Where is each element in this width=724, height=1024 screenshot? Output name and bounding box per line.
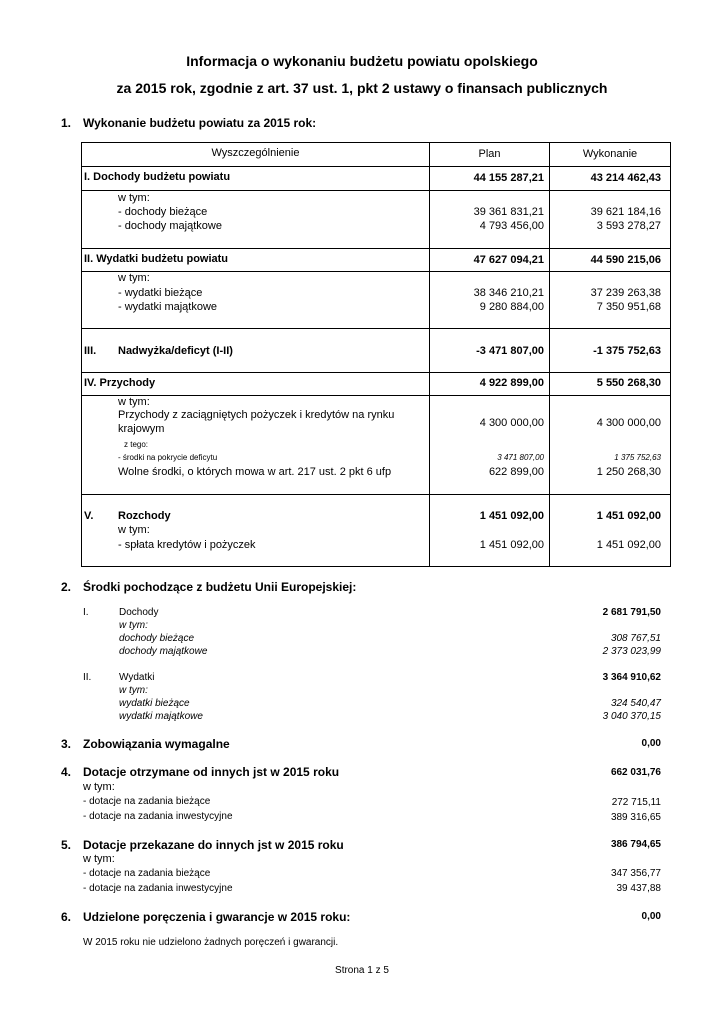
eu-income-current-value: 308 767,51 [610,633,661,644]
table-border-left [81,142,82,566]
eu-income-property-value: 2 373 023,99 [602,646,661,657]
row-revenues-free-funds-execution: 1 250 268,30 [596,466,661,478]
row-expenses-current-execution: 37 239 263,38 [590,287,661,299]
row-income-property-label: - dochody majątkowe [118,220,222,232]
row-expenses-plan: 47 627 094,21 [473,254,544,266]
eu-expenses-wtym: w tym: [119,685,148,696]
row-outflows-plan: 1 451 092,00 [479,510,544,522]
row-expenses-property-execution: 7 350 951,68 [596,301,661,313]
section-4-current-label: - dotacje na zadania bieżące [83,796,211,807]
section-5-wtym: w tym: [83,853,115,865]
row-outflows-execution: 1 451 092,00 [596,510,661,522]
eu-expenses-value: 3 364 910,62 [602,672,661,683]
eu-income-wtym: w tym: [119,620,148,631]
column-header-plan: Plan [478,148,501,160]
eu-expenses-label: Wydatki [119,672,155,683]
section-3-number: 3. [61,737,72,751]
row-revenues-free-funds-label: Wolne środki, o których mowa w art. 217 ust. 2 pkt 6 ufp [118,466,392,478]
row-revenues-loans-execution: 4 300 000,00 [596,417,661,429]
table-border-right [670,142,671,566]
eu-income-property-label: dochody majątkowe [119,646,208,657]
row-revenues-deficit-execution: 1 375 752,63 [614,453,661,462]
section-4-heading: Dotacje otrzymane od innych jst w 2015 roku [83,765,340,779]
row-revenues-loans-plan: 4 300 000,00 [479,417,544,429]
row-revenues-deficit-plan: 3 471 807,00 [497,453,544,462]
row-expenses-label: II. Wydatki budżetu powiatu [84,253,229,265]
section-5-current-label: - dotacje na zadania bieżące [83,868,211,879]
table-row-rule [81,248,671,249]
section-6-number: 6. [61,910,72,924]
row-balance-number: III. [84,345,97,357]
section-5-current-value: 347 356,77 [610,868,661,879]
row-income-property-plan: 4 793 456,00 [479,220,544,232]
table-row-rule [81,372,671,373]
row-income-current-plan: 39 361 831,21 [473,206,544,218]
row-outflows-repayment-plan: 1 451 092,00 [479,539,544,551]
row-outflows-wtym: w tym: [118,524,150,536]
section-5-investment-value: 39 437,88 [616,883,661,894]
row-expenses-execution: 44 590 215,06 [590,254,661,266]
section-2-heading: Środki pochodzące z budżetu Unii Europejskiej: [83,580,357,594]
row-outflows-repayment-execution: 1 451 092,00 [596,539,661,551]
eu-expenses-current-label: wydatki bieżące [119,698,190,709]
row-revenues-label: IV. Przychody [84,377,156,389]
row-revenues-ztego: z tego: [124,440,149,449]
section-5-heading: Dotacje przekazane do innych jst w 2015 roku [83,838,344,852]
eu-expenses-number: II. [83,672,92,683]
column-header-execution: Wykonanie [582,148,638,160]
row-income-label: I. Dochody budżetu powiatu [84,171,231,183]
section-4-number: 4. [61,765,72,779]
eu-income-number: I. [83,607,89,618]
row-revenues-plan: 4 922 899,00 [479,377,544,389]
table-border-top [81,142,671,143]
section-1-number: 1. [61,116,72,130]
row-outflows-number: V. [84,510,94,522]
section-6-value: 0,00 [641,911,661,922]
section-2-number: 2. [61,580,72,594]
section-6-heading: Udzielone poręczenia i gwarancje w 2015 roku: [83,910,351,924]
document-title-line-2: za 2015 rok, zgodnie z art. 37 ust. 1, pkt 2 ustawy o finansach publicznych [116,80,608,96]
section-4-value: 662 031,76 [610,767,661,778]
table-row-rule [81,271,671,272]
row-income-property-execution: 3 593 278,27 [596,220,661,232]
row-expenses-current-plan: 38 346 210,21 [473,287,544,299]
page-number: Strona 1 z 5 [335,965,389,976]
row-income-plan: 44 155 287,21 [473,172,544,184]
table-row-rule [81,328,671,329]
section-3-value: 0,00 [641,738,661,749]
row-revenues-deficit-label: - środki na pokrycie deficytu [118,453,218,462]
section-3-heading: Zobowiązania wymagalne [83,737,230,751]
row-expenses-current-label: - wydatki bieżące [118,287,203,299]
section-1-heading: Wykonanie budżetu powiatu za 2015 rok: [83,116,317,130]
row-income-wtym: w tym: [118,192,150,204]
section-5-value: 386 794,65 [610,839,661,850]
section-4-investment-label: - dotacje na zadania inwestycyjne [83,811,233,822]
section-4-current-value: 272 715,11 [611,797,661,808]
row-revenues-wtym: w tym: [118,396,150,408]
row-outflows-repayment-label: - spłata kredytów i pożyczek [118,539,256,551]
eu-income-value: 2 681 791,50 [602,607,661,618]
table-row-rule [81,395,671,396]
row-expenses-wtym: w tym: [118,272,150,284]
section-4-investment-value: 389 316,65 [610,812,661,823]
row-revenues-loans-label-line-2: krajowym [118,423,165,435]
eu-expenses-current-value: 324 540,47 [610,698,661,709]
row-balance-execution: -1 375 752,63 [593,345,661,357]
eu-expenses-property-value: 3 040 370,15 [602,711,661,722]
row-income-current-execution: 39 621 184,16 [590,206,661,218]
section-5-investment-label: - dotacje na zadania inwestycyjne [83,883,233,894]
column-header-description: Wyszczególnienie [211,147,300,159]
row-revenues-loans-label-line-1: Przychody z zaciągniętych pożyczek i kredytów na rynku [118,409,395,421]
row-balance-plan: -3 471 807,00 [476,345,544,357]
section-4-wtym: w tym: [83,781,115,793]
section-6-note: W 2015 roku nie udzielono żadnych poręczeń i gwarancji. [83,937,339,948]
row-income-execution: 43 214 462,43 [590,172,661,184]
row-expenses-property-label: - wydatki majątkowe [118,301,218,313]
eu-income-label: Dochody [119,607,159,618]
table-row-rule [81,190,671,191]
row-expenses-property-plan: 9 280 884,00 [479,301,544,313]
eu-income-current-label: dochody bieżące [119,633,195,644]
eu-expenses-property-label: wydatki majątkowe [119,711,203,722]
row-balance-label: Nadwyżka/deficyt (I-II) [118,345,233,357]
table-border-bottom [81,566,671,567]
row-outflows-label: Rozchody [118,510,171,522]
document-title-line-1: Informacja o wykonaniu budżetu powiatu opolskiego [186,53,538,69]
section-5-number: 5. [61,838,72,852]
table-header-rule [81,166,671,167]
row-revenues-execution: 5 550 268,30 [596,377,661,389]
table-row-rule [81,494,671,495]
row-revenues-free-funds-plan: 622 899,00 [488,466,544,478]
row-income-current-label: - dochody bieżące [118,206,208,218]
